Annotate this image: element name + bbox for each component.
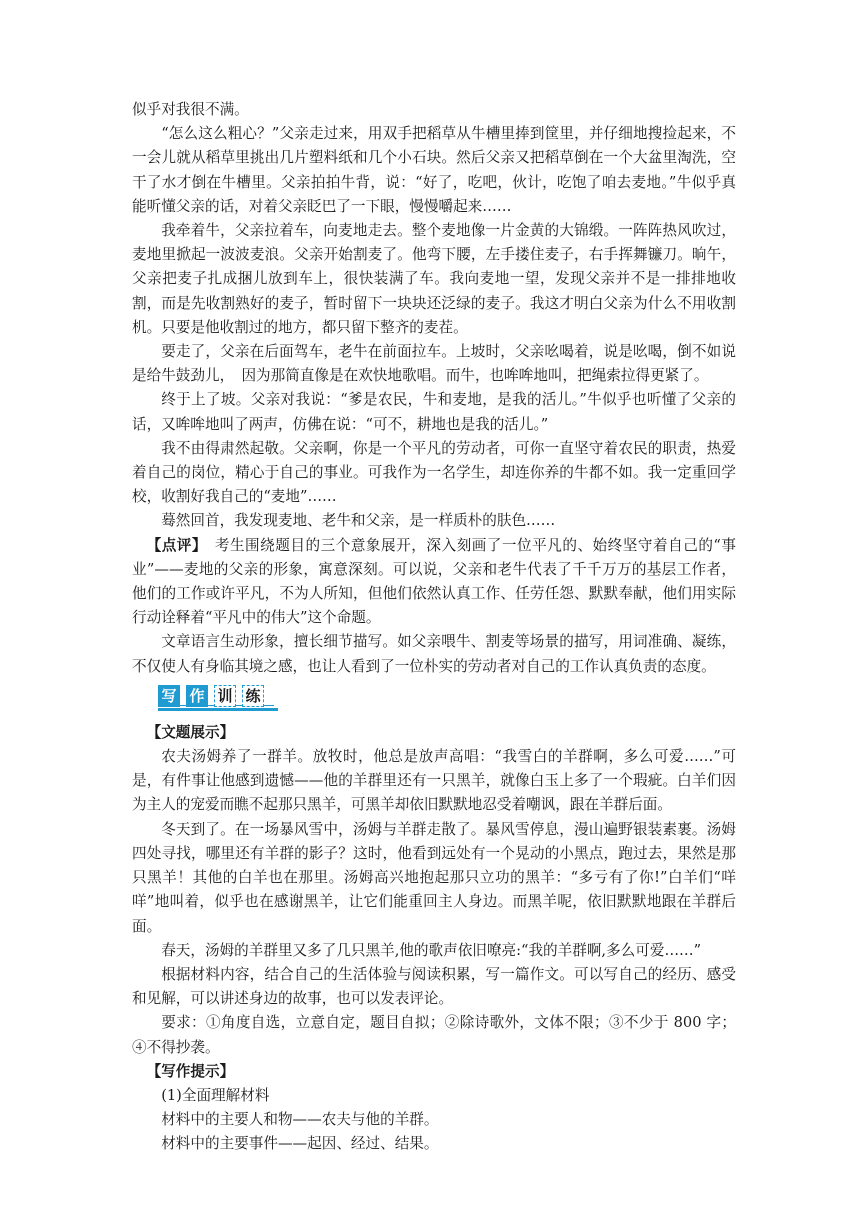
essay-paragraph: 似乎对我很不满。 xyxy=(132,101,249,118)
section-char: 训 xyxy=(214,685,236,707)
section-char: 练 xyxy=(242,685,264,707)
essay-paragraph: 要走了，父亲在后面驾车，老牛在前面拉车。上坡时，父亲吆喝着，说是吆喝，倒不如说是给牛鼓劲儿， 因为那简直像是在欢快地歌唱。而牛，也哞哞地叫，把绳索拉得更紧了。 xyxy=(132,343,736,385)
tips-heading: 【写作提示】 xyxy=(146,1062,235,1080)
section-char: 写 xyxy=(158,685,180,707)
document-page xyxy=(132,98,736,1157)
essay-paragraph: 蓦然回首，我发现麦地、老牛和父亲，是一样质朴的肤色…… xyxy=(161,512,556,530)
section-char: 作 xyxy=(186,685,208,707)
section-header-writing-training xyxy=(158,685,308,711)
prompt-paragraph: 农夫汤姆养了一群羊。放牧时，他总是放声高唱：“我雪白的羊群啊，多么可爱……”可是，有件事让他感到遗憾——他的羊群里还有一只黑羊，就像白玉上多了一个瑕疵。白羊们因为主人的宠爱而瞧不起那只黑羊，可黑羊却依旧默默地忍受着嘲讽，跟在羊群后面。 xyxy=(132,748,736,814)
essay-paragraph: 终于上了坡。父亲对我说：“爹是农民，牛和麦地，是我的活儿。”牛似乎也听懂了父亲的话，又哞哞地叫了两声，仿佛在说：“可不，耕地也是我的活儿。” xyxy=(132,391,736,433)
essay-body xyxy=(132,98,736,534)
section-underline xyxy=(158,708,278,711)
prompt-paragraph: 春天，汤姆的羊群里又多了几只黑羊,他的歌声依旧嘹亮:“我的羊群啊,多么可爱……” xyxy=(161,941,702,959)
prompt-paragraph: 要求：①角度自选，立意自定，题目自拟；②除诗歌外，文体不限；③不少于 800 字；④不得抄袭。 xyxy=(132,1014,736,1056)
tips-line: 材料中的主要人和物——农夫与他的羊群。 xyxy=(161,1111,439,1129)
essay-paragraph: “怎么这么粗心？”父亲走过来，用双手把稻草从牛槽里捧到筐里，并仔细地搜捡起来，不一会儿就从稻草里挑出几片塑料纸和几个小石块。然后父亲又把稻草倒在一个大盆里淘洗，空干了水才倒在牛槽里。父亲拍拍牛背，说：“好了，吃吧，伙计，吃饱了咱去麦地。”牛似乎真能听懂父亲的话，对着父亲眨巴了一下眼，慢慢嚼起来…… xyxy=(132,125,736,215)
comment-paragraph xyxy=(132,534,736,631)
essay-paragraph: 我不由得肃然起敬。父亲啊，你是一个平凡的劳动者，可你一直坚守着农民的职责，热爱着自己的岗位，精心于自己的事业。可我作为一名学生，却连你养的牛都不如。我一定重回学校，收割好我自己的“麦地”…… xyxy=(132,439,736,506)
comment-paragraph-2: 文章语言生动形象，擅长细节描写。如父亲喂牛、割麦等场景的描写，用词准确、凝练，不仅使人有身临其境之感，也让人看到了一位朴实的劳动者对自己的工作认真负责的态度。 xyxy=(132,633,736,675)
comment-text: 考生围绕题目的三个意象展开，深入刻画了一位平凡的、始终坚守着自己的“事业”——麦地的父亲的形象，寓意深刻。可以说，父亲和老牛代表了千千万万的基层工作者，他们的工作或许平凡，不为人所知，但他们依然认真工作、任劳任怨、默默奉献，他们用实际行动诠释着“平凡中的伟大”这个命题。 xyxy=(132,536,736,627)
essay-paragraph: 我牵着牛，父亲拉着车，向麦地走去。整个麦地像一片金黄的大锦缎。一阵阵热风吹过，麦地里掀起一波波麦浪。父亲开始割麦了。他弯下腰，左手搂住麦子，右手挥舞镰刀。晌午，父亲把麦子扎成捆儿放到车上，很快装满了车。我向麦地一望，发现父亲并不是一排排地收割，而是先收割熟好的麦子，暂时留下一块块还泛绿的麦子。我这才明白父亲为什么不用收割机。只要是他收割过的地方，都只留下整齐的麦茬。 xyxy=(132,222,736,336)
prompt-heading: 【文题展示】 xyxy=(146,723,235,741)
tips-line: 材料中的主要事件——起因、经过、结果。 xyxy=(161,1135,439,1153)
tips-line: (1)全面理解材料 xyxy=(161,1086,270,1104)
comment-label: 【点评】 xyxy=(146,536,200,554)
prompt-paragraph: 根据材料内容，结合自己的生活体验与阅读积累，写一篇作文。可以写自己的经历、感受和见解，可以讲述身边的故事，也可以发表评论。 xyxy=(132,965,736,1008)
prompt-paragraph: 冬天到了。在一场暴风雪中，汤姆与羊群走散了。暴风雪停息，漫山遍野银装素裹。汤姆四处寻找，哪里还有羊群的影子？这时，他看到远处有一个晃动的小黑点，跑过去，果然是那只黑羊！其他的白羊也在那里。汤姆高兴地抱起那只立功的黑羊：“多亏有了你!”白羊们“咩咩”地叫着，似乎也在感谢黑羊，让它们能重回主人身边。而黑羊呢，依旧默默地跟在羊群后面。 xyxy=(132,820,736,935)
